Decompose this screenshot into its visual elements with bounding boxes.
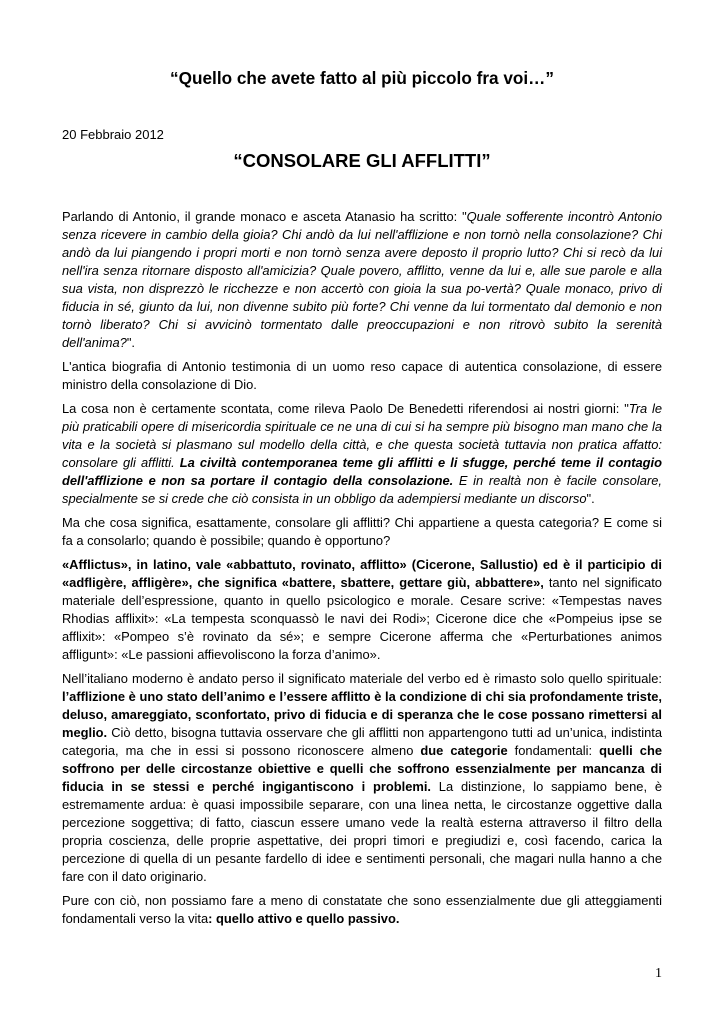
text-span: Parlando di Antonio, il grande monaco e asceta Atanasio ha scritto: ": [62, 209, 467, 224]
text-span: ".: [126, 335, 135, 350]
paragraph-6: [62, 670, 662, 886]
text-span: La distinzione, lo sappiamo bene, è estremamente ardua: è quasi impossibile separare, con una linea netta, le circostanze oggettive dalla percezione soggettiva; di fatto, ciascun essere umano vede la realtà esterna attraverso il filtro della propria coscienza, delle proprie aspettative, dei propri timori e pregiudizi e, così facendo, carica la percezione di quella di un pesante fardello di idee e sentimenti personali, che magari nulla hanno a che fare con il dato originario.: [62, 779, 662, 884]
text-span: La cosa non è certamente scontata, come rileva Paolo De Benedetti riferendosi ai nostri giorni: ": [62, 401, 629, 416]
bold-text: l’afflizione è uno stato dell’animo e l’essere afflitto è la condizione di chi sia profondamente triste, deluso, amareggiato, sconfortato, privo di fiducia e di speranza che le cose possano rimettersi al meglio.: [62, 689, 662, 740]
paragraph-5: [62, 556, 662, 664]
italic-quote: E in realtà non è facile consolare, specialmente se si crede che ciò consista in un obbligo da adempiersi mediante un discorso: [62, 473, 662, 506]
bold-text: «Afflictus», in latino, vale «abbattuto, rovinato, afflitto» (Cicerone, Sallustio) ed è il participio di «adfligère, affligère», che significa «battere, sbattere, gettare giù, abbattere»,: [62, 557, 662, 590]
text-span: Nell’italiano moderno è andato perso il significato materiale del verbo ed è rimasto solo quello spirituale:: [62, 671, 662, 686]
page-number: 1: [655, 966, 662, 981]
paragraph-7: [62, 892, 662, 928]
paragraph-1: [62, 208, 662, 352]
text-span: Ciò detto, bisogna tuttavia osservare che gli afflitti non appartengono tutti ad un’unica, indistinta categoria, ma che in essi si possono riconoscere almeno: [62, 725, 662, 758]
text-span: ".: [586, 491, 595, 506]
italic-quote: Quale sofferente incontrò Antonio senza ricevere in cambio della gioia? Chi andò da lui nell'afflizione e non tornò nella consolazione? Chi andò da lui piangendo i propri morti e non tornò senza avere deposto il proprio lutto? Chi si recò da lui nell'ira senza ritornare disposto all'amicizia? Quale povero, afflitto, venne da lui e, alle sue parole e alla sua vista, non disprezzò le ricchezze e non accertò con gioia la sua po-vertà? Quale monaco, privo di fiducia in sé, giunto da lui, non divenne subito più forte? Chi venne da lui tormentato dal demonio e non tornò liberato? Chi si avvicinò tormentato dalle preoccupazioni e non ritrovò subito la serenità dell'anima?: [62, 209, 662, 350]
page-title: “CONSOLARE GLI AFFLITTI”: [233, 150, 491, 171]
bold-text: quelli che soffrono per delle circostanze obiettive e quelli che soffrono essenzialmente per mancanza di fiducia in se stessi e perché ingigantiscono i problemi.: [62, 743, 662, 794]
paragraph-2: L'antica biografia di Antonio testimonia di un uomo reso capace di autentica consolazione, di essere ministro della consolazione di Dio.: [62, 359, 662, 392]
text-span: fondamentali:: [507, 743, 600, 758]
text-span: tanto nel significato materiale dell’espressione, quanto in quello psicologico e morale. Cesare scrive: «Tempestas naves Rhodias afflixit»: «La tempesta sconquassò le navi dei Rodi»; Cicerone dice che «Pompeius ipse se afflixit»: «Pompeo s’è rovinato da sé»; e sempre Cicerone afferma che «Perturbationes animos affligunt»: «Le passioni affievoliscono la forza d’animo».: [62, 575, 662, 662]
page-header: “Quello che avete fatto al più piccolo fra voi…”: [170, 68, 554, 88]
bold-italic-quote: La civiltà contemporanea teme gli afflitti e li sfugge, perché teme il contagio dell'afflizione e non sa portare il contagio della consolazione.: [62, 455, 663, 488]
bold-text: : quello attivo e quello passivo.: [208, 911, 400, 926]
bold-text: due categorie: [420, 743, 508, 758]
text-span: Pure con ciò, non possiamo fare a meno di constatate che sono essenzialmente due gli atteggiamenti fondamentali verso la vita: [62, 893, 662, 926]
paragraph-4: Ma che cosa significa, esattamente, consolare gli afflitti? Chi appartiene a questa categoria? E come si fa a consolarlo; quando è possibile; quando è opportuno?: [62, 515, 662, 548]
italic-quote: Tra le più praticabili opere di misericordia spirituale ce ne una di cui si ha sempre più bisogno man mano che la vita e la società si plasmano sul modello della città, e che questa società tuttavia non pratica affatto: consolare gli afflitti.: [62, 401, 662, 470]
paragraph-3: [62, 400, 662, 508]
date: 20 Febbraio 2012: [62, 127, 164, 142]
article-body: [62, 208, 662, 934]
